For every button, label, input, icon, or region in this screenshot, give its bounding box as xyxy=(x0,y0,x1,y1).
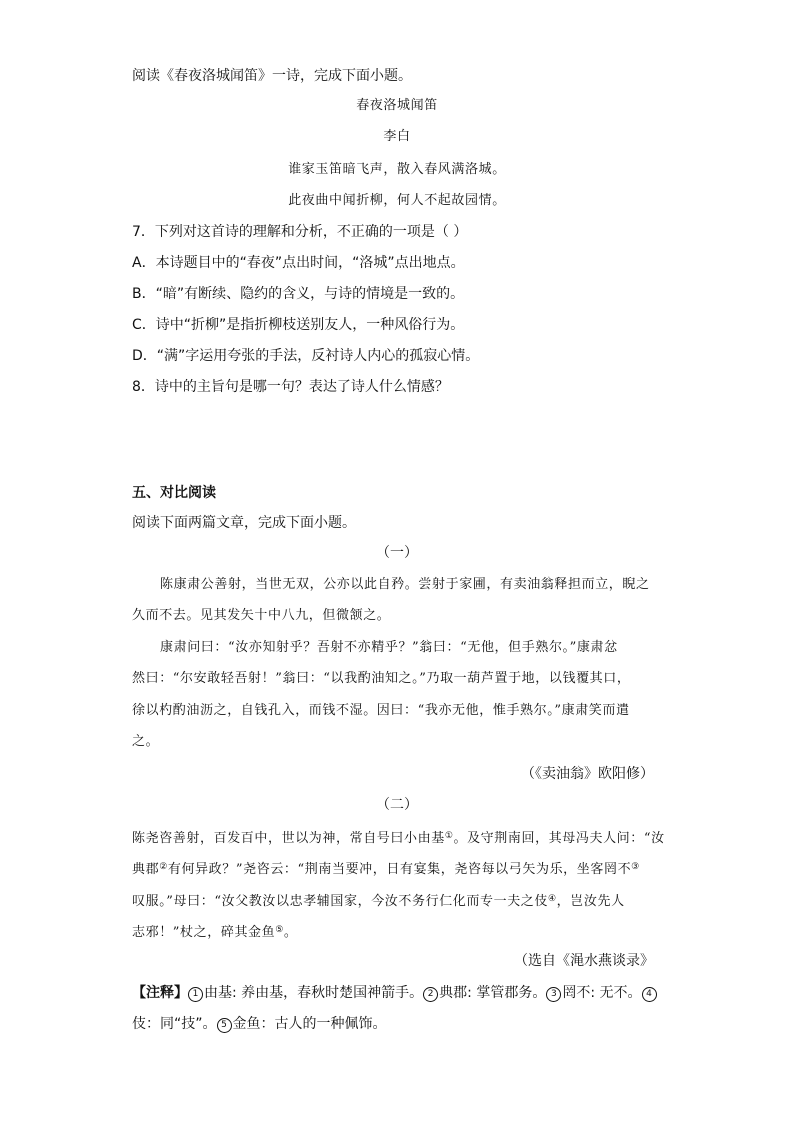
text-2-line-4-part-b: 。 xyxy=(283,925,298,940)
footnote-mark-4: ④ xyxy=(548,894,557,904)
text-2-line-2-part-b: 有何异政？”尧咨云：“荆南当要冲，日有宴集，尧咨每以弓矢为乐，坐客罔不 xyxy=(167,862,632,877)
text-2-line-3-part-a: 叹服。”母曰：“汝父教汝以忠孝辅国家，今汝不务行仁化而专一夫之伎 xyxy=(132,894,548,909)
note-2: 典郡: 掌管郡务。 xyxy=(439,985,547,1001)
note-1: 由基: 养由基，春秋时楚国神箭手。 xyxy=(204,985,424,1001)
text-2-line-2 xyxy=(132,857,640,880)
text-2-line-3 xyxy=(132,889,625,912)
footnote-mark-2: ② xyxy=(159,862,168,872)
footnote-mark-3: ③ xyxy=(631,862,640,872)
text-1-label: （一） xyxy=(376,545,418,561)
text-2-line-2-part-a: 典郡 xyxy=(132,862,160,877)
annotations-line-1 xyxy=(132,983,658,1003)
note-number-2: 2 xyxy=(423,987,438,1002)
poem-line-2: 此夜曲中闻折柳，何人不起故园情。 xyxy=(288,193,506,208)
comparison-intro: 阅读下面两篇文章，完成下面小题。 xyxy=(132,515,356,531)
note-number-4: 4 xyxy=(642,987,657,1002)
poem-title: 春夜洛城闻笛 xyxy=(356,98,438,113)
text-2-line-1 xyxy=(132,826,665,849)
text-2-line-1-part-a: 陈尧咨善射，百发百中，世以为神，常自号曰小由基 xyxy=(132,831,445,846)
text-1-paragraph-2-line-3: 徐以杓酌油沥之，自钱孔入，而钱不湿。因曰：“我亦无他，惟手熟尔。”康肃笑而遣 xyxy=(132,703,630,718)
text-2-label: （二） xyxy=(376,797,418,813)
question-7-option-c: C．诗中“折柳”是指折柳枝送别友人，一种风俗行为。 xyxy=(132,317,465,333)
question-7-option-b: B．“暗”有断续、隐约的含义，与诗的情境是一致的。 xyxy=(132,286,465,302)
note-number-1: 1 xyxy=(188,987,203,1002)
text-1-paragraph-2-line-2: 然曰：“尔安敢轻吾射！”翁曰：“以我酌油知之。”乃取一葫芦置于地，以钱覆其口， xyxy=(132,671,631,686)
poem-intro: 阅读《春夜洛城闻笛》一诗，完成下面小题。 xyxy=(132,68,412,84)
footnote-mark-5: ⑤ xyxy=(275,925,284,935)
poem-author: 李白 xyxy=(383,129,411,144)
text-2-source: （选自《渑水燕谈录》 xyxy=(514,953,654,969)
question-8: 8．诗中的主旨句是哪一句？表达了诗人什么情感？ xyxy=(132,379,449,395)
text-1-paragraph-2-line-1: 康肃问曰：“汝亦知射乎？吾射不亦精乎？”翁曰：“无他，但手熟尔。”康肃忿 xyxy=(160,640,618,655)
text-2-line-4-part-a: 志邪！”杖之，碎其金鱼 xyxy=(132,925,276,940)
poem-line-1: 谁家玉笛暗飞声，散入春风满洛城。 xyxy=(288,162,506,177)
question-7-option-d: D．“满”字运用夸张的手法，反衬诗人内心的孤寂心情。 xyxy=(132,348,480,364)
question-7: 7．下列对这首诗的理解和分析，不正确的一项是（ ） xyxy=(132,224,468,240)
note-4: 伎：同“技”。 xyxy=(132,1016,217,1032)
question-7-option-a: A．本诗题目中的“春夜”点出时间，“洛城”点出地点。 xyxy=(132,255,465,271)
text-1-paragraph-1-line-2: 久而不去。见其发矢十中八九，但微颔之。 xyxy=(132,608,391,623)
text-1-source: （《卖油翁》欧阳修） xyxy=(521,766,654,782)
text-1-paragraph-2-line-4: 之。 xyxy=(132,734,160,749)
footnote-mark-1: ① xyxy=(444,831,454,841)
annotations-line-2 xyxy=(132,1014,387,1034)
note-5: 金鱼：古人的一种佩饰。 xyxy=(232,1016,387,1032)
note-number-3: 3 xyxy=(546,987,561,1002)
text-2-line-1-part-b: 。及守荆南回，其母冯夫人问：“汝 xyxy=(453,831,665,846)
note-number-5: 5 xyxy=(217,1018,232,1033)
text-1-paragraph-1-line-1: 陈康肃公善射，当世无双，公亦以此自矜。尝射于家圃，有卖油翁释担而立，睨之 xyxy=(160,577,650,592)
text-2-line-4 xyxy=(132,920,298,943)
note-3: 罔不: 无不。 xyxy=(562,985,642,1001)
section-heading: 五、对比阅读 xyxy=(132,485,216,501)
annotations-label: 【注释】 xyxy=(132,985,188,1001)
text-2-line-3-part-b: ，岂汝先人 xyxy=(556,894,625,909)
